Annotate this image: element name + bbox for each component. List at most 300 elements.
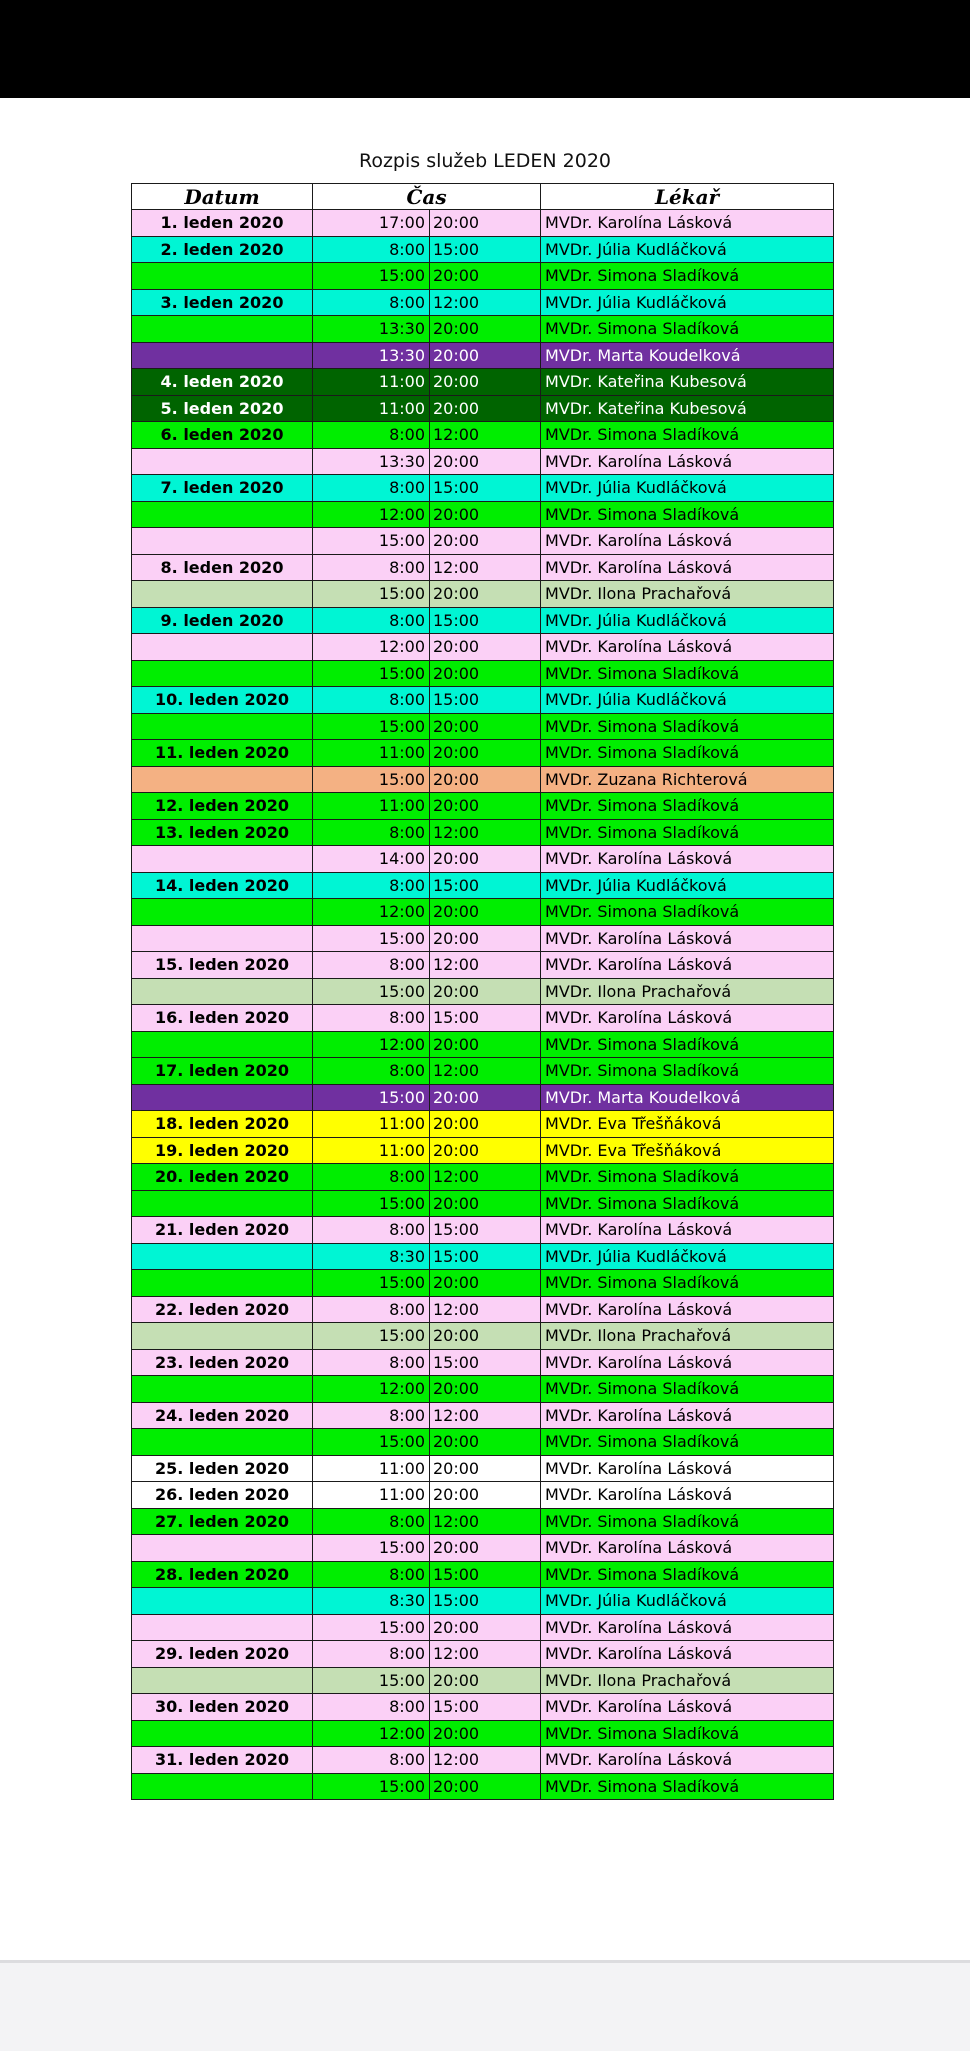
- table-row: [132, 1137, 834, 1164]
- row-time-to: 15:00: [430, 475, 541, 502]
- row-date: 11. leden 2020: [132, 740, 313, 767]
- row-time-to: 20:00: [430, 369, 541, 396]
- table-header-row: [132, 184, 834, 210]
- row-time-from: 8:00: [313, 1402, 430, 1429]
- table-row: [132, 634, 834, 661]
- row-time-from: 15:00: [313, 1614, 430, 1641]
- row-date: 3. leden 2020: [132, 289, 313, 316]
- row-time-to: 15:00: [430, 1217, 541, 1244]
- table-row: [132, 766, 834, 793]
- table-row: [132, 554, 834, 581]
- row-date: 25. leden 2020: [132, 1455, 313, 1482]
- row-time-from: 8:00: [313, 1508, 430, 1535]
- row-date: 18. leden 2020: [132, 1111, 313, 1138]
- row-time-from: 8:00: [313, 554, 430, 581]
- row-time-to: 20:00: [430, 1137, 541, 1164]
- table-row: [132, 528, 834, 555]
- row-time-to: 12:00: [430, 422, 541, 449]
- row-time-from: 8:00: [313, 1296, 430, 1323]
- row-time-from: 8:00: [313, 872, 430, 899]
- row-time-from: 8:00: [313, 1694, 430, 1721]
- table-row: [132, 395, 834, 422]
- row-time-to: 20:00: [430, 395, 541, 422]
- table-row: [132, 1031, 834, 1058]
- row-date: [132, 1429, 313, 1456]
- row-time-from: 12:00: [313, 1031, 430, 1058]
- row-doctor: MVDr. Ilona Prachařová: [541, 1667, 834, 1694]
- row-date: 30. leden 2020: [132, 1694, 313, 1721]
- row-date: 27. leden 2020: [132, 1508, 313, 1535]
- table-row: [132, 1243, 834, 1270]
- row-time-from: 12:00: [313, 1376, 430, 1403]
- row-doctor: MVDr. Júlia Kudláčková: [541, 1243, 834, 1270]
- row-date: [132, 634, 313, 661]
- row-time-from: 8:00: [313, 1747, 430, 1774]
- row-time-from: 13:30: [313, 448, 430, 475]
- row-time-from: 15:00: [313, 660, 430, 687]
- row-time-to: 12:00: [430, 1058, 541, 1085]
- row-time-to: 20:00: [430, 925, 541, 952]
- row-time-to: 20:00: [430, 740, 541, 767]
- row-doctor: MVDr. Karolína Lásková: [541, 1217, 834, 1244]
- row-time-from: 11:00: [313, 1137, 430, 1164]
- row-time-to: 20:00: [430, 713, 541, 740]
- row-time-to: 20:00: [430, 1614, 541, 1641]
- row-doctor: MVDr. Zuzana Richterová: [541, 766, 834, 793]
- table-row: [132, 342, 834, 369]
- row-date: 10. leden 2020: [132, 687, 313, 714]
- table-row: [132, 448, 834, 475]
- row-date: 5. leden 2020: [132, 395, 313, 422]
- row-doctor: MVDr. Simona Sladíková: [541, 1773, 834, 1800]
- row-date: 29. leden 2020: [132, 1641, 313, 1668]
- table-row: [132, 660, 834, 687]
- table-row: [132, 1508, 834, 1535]
- row-time-from: 15:00: [313, 1270, 430, 1297]
- row-doctor: MVDr. Simona Sladíková: [541, 1058, 834, 1085]
- row-date: 24. leden 2020: [132, 1402, 313, 1429]
- row-time-to: 20:00: [430, 846, 541, 873]
- row-doctor: MVDr. Júlia Kudláčková: [541, 687, 834, 714]
- row-time-from: 17:00: [313, 210, 430, 237]
- row-time-from: 8:00: [313, 607, 430, 634]
- row-doctor: MVDr. Júlia Kudláčková: [541, 607, 834, 634]
- row-date: [132, 899, 313, 926]
- row-date: [132, 1667, 313, 1694]
- table-row: [132, 846, 834, 873]
- bottom-bar: [0, 1960, 970, 2051]
- table-row: [132, 872, 834, 899]
- row-time-from: 8:00: [313, 289, 430, 316]
- row-date: 9. leden 2020: [132, 607, 313, 634]
- row-time-to: 20:00: [430, 1376, 541, 1403]
- row-time-from: 12:00: [313, 899, 430, 926]
- page-title: Rozpis služeb LEDEN 2020: [358, 150, 612, 172]
- schedule-table: [131, 183, 834, 1800]
- row-time-to: 12:00: [430, 952, 541, 979]
- row-time-to: 20:00: [430, 263, 541, 290]
- row-time-from: 8:00: [313, 1058, 430, 1085]
- row-time-to: 15:00: [430, 1561, 541, 1588]
- row-time-to: 15:00: [430, 872, 541, 899]
- table-row: [132, 1641, 834, 1668]
- row-date: 17. leden 2020: [132, 1058, 313, 1085]
- row-time-to: 15:00: [430, 236, 541, 263]
- row-time-from: 13:30: [313, 316, 430, 343]
- row-time-to: 20:00: [430, 1773, 541, 1800]
- row-doctor: MVDr. Simona Sladíková: [541, 713, 834, 740]
- row-time-to: 20:00: [430, 1429, 541, 1456]
- table-row: [132, 1296, 834, 1323]
- row-date: 7. leden 2020: [132, 475, 313, 502]
- row-time-to: 15:00: [430, 687, 541, 714]
- row-time-from: 15:00: [313, 766, 430, 793]
- table-row: [132, 501, 834, 528]
- row-date: 22. leden 2020: [132, 1296, 313, 1323]
- row-doctor: MVDr. Karolína Lásková: [541, 1614, 834, 1641]
- row-doctor: MVDr. Simona Sladíková: [541, 793, 834, 820]
- row-doctor: MVDr. Karolína Lásková: [541, 1747, 834, 1774]
- row-date: 19. leden 2020: [132, 1137, 313, 1164]
- row-doctor: MVDr. Karolína Lásková: [541, 554, 834, 581]
- row-time-to: 12:00: [430, 1164, 541, 1191]
- row-date: 4. leden 2020: [132, 369, 313, 396]
- row-date: [132, 1084, 313, 1111]
- row-date: [132, 660, 313, 687]
- row-doctor: MVDr. Simona Sladíková: [541, 899, 834, 926]
- row-doctor: MVDr. Eva Třešňáková: [541, 1137, 834, 1164]
- table-row: [132, 210, 834, 237]
- row-time-from: 15:00: [313, 1190, 430, 1217]
- row-date: 14. leden 2020: [132, 872, 313, 899]
- row-date: [132, 581, 313, 608]
- row-date: [132, 1720, 313, 1747]
- row-time-to: 15:00: [430, 1588, 541, 1615]
- row-time-from: 12:00: [313, 634, 430, 661]
- row-time-to: 20:00: [430, 766, 541, 793]
- row-date: [132, 263, 313, 290]
- row-date: 15. leden 2020: [132, 952, 313, 979]
- row-doctor: MVDr. Eva Třešňáková: [541, 1111, 834, 1138]
- row-doctor: MVDr. Karolína Lásková: [541, 210, 834, 237]
- row-time-to: 20:00: [430, 793, 541, 820]
- row-time-to: 20:00: [430, 1190, 541, 1217]
- row-time-to: 20:00: [430, 1720, 541, 1747]
- row-time-from: 8:00: [313, 819, 430, 846]
- row-doctor: MVDr. Karolína Lásková: [541, 1641, 834, 1668]
- row-doctor: MVDr. Kateřina Kubesová: [541, 369, 834, 396]
- row-time-to: 20:00: [430, 1455, 541, 1482]
- row-doctor: MVDr. Karolína Lásková: [541, 1694, 834, 1721]
- row-time-to: 20:00: [430, 660, 541, 687]
- row-doctor: MVDr. Júlia Kudláčková: [541, 1588, 834, 1615]
- row-time-from: 13:30: [313, 342, 430, 369]
- row-date: 28. leden 2020: [132, 1561, 313, 1588]
- row-time-from: 8:30: [313, 1243, 430, 1270]
- row-date: [132, 978, 313, 1005]
- row-time-from: 11:00: [313, 1482, 430, 1509]
- row-time-from: 12:00: [313, 501, 430, 528]
- header-time: Čas: [313, 184, 541, 210]
- row-time-to: 12:00: [430, 819, 541, 846]
- row-time-from: 15:00: [313, 713, 430, 740]
- row-time-from: 15:00: [313, 925, 430, 952]
- row-date: 1. leden 2020: [132, 210, 313, 237]
- row-doctor: MVDr. Karolína Lásková: [541, 1535, 834, 1562]
- row-date: [132, 342, 313, 369]
- row-time-from: 11:00: [313, 1111, 430, 1138]
- row-time-from: 11:00: [313, 793, 430, 820]
- row-time-to: 15:00: [430, 607, 541, 634]
- row-doctor: MVDr. Karolína Lásková: [541, 1005, 834, 1032]
- row-time-to: 20:00: [430, 1111, 541, 1138]
- row-date: 21. leden 2020: [132, 1217, 313, 1244]
- header-doctor: Lékař: [541, 184, 834, 210]
- row-time-from: 8:00: [313, 952, 430, 979]
- row-time-from: 15:00: [313, 263, 430, 290]
- row-time-to: 20:00: [430, 581, 541, 608]
- row-date: [132, 501, 313, 528]
- row-date: 23. leden 2020: [132, 1349, 313, 1376]
- row-doctor: MVDr. Júlia Kudláčková: [541, 475, 834, 502]
- row-time-from: 15:00: [313, 978, 430, 1005]
- table-row: [132, 1058, 834, 1085]
- table-row: [132, 1402, 834, 1429]
- table-row: [132, 422, 834, 449]
- table-row: [132, 1694, 834, 1721]
- table-row: [132, 1111, 834, 1138]
- table-row: [132, 1270, 834, 1297]
- row-time-from: 12:00: [313, 1720, 430, 1747]
- row-date: [132, 1243, 313, 1270]
- table-row: [132, 1217, 834, 1244]
- table-row: [132, 263, 834, 290]
- row-date: 8. leden 2020: [132, 554, 313, 581]
- row-doctor: MVDr. Simona Sladíková: [541, 740, 834, 767]
- row-doctor: MVDr. Simona Sladíková: [541, 1190, 834, 1217]
- row-doctor: MVDr. Ilona Prachařová: [541, 1323, 834, 1350]
- table-row: [132, 1323, 834, 1350]
- row-time-to: 20:00: [430, 342, 541, 369]
- row-doctor: MVDr. Júlia Kudláčková: [541, 872, 834, 899]
- row-date: [132, 448, 313, 475]
- row-date: [132, 1031, 313, 1058]
- row-date: [132, 316, 313, 343]
- row-time-to: 15:00: [430, 1243, 541, 1270]
- table-row: [132, 793, 834, 820]
- row-date: [132, 1323, 313, 1350]
- row-date: 6. leden 2020: [132, 422, 313, 449]
- row-doctor: MVDr. Karolína Lásková: [541, 1482, 834, 1509]
- table-row: [132, 1588, 834, 1615]
- row-time-to: 20:00: [430, 316, 541, 343]
- table-row: [132, 687, 834, 714]
- row-date: 2. leden 2020: [132, 236, 313, 263]
- top-black-bar: [0, 0, 970, 98]
- table-row: [132, 952, 834, 979]
- row-time-from: 15:00: [313, 528, 430, 555]
- row-doctor: MVDr. Karolína Lásková: [541, 448, 834, 475]
- row-date: [132, 925, 313, 952]
- table-row: [132, 899, 834, 926]
- row-time-from: 15:00: [313, 1323, 430, 1350]
- table-row: [132, 289, 834, 316]
- row-date: 13. leden 2020: [132, 819, 313, 846]
- table-row: [132, 713, 834, 740]
- table-row: [132, 1190, 834, 1217]
- table-row: [132, 1429, 834, 1456]
- row-time-from: 8:00: [313, 475, 430, 502]
- row-time-to: 12:00: [430, 289, 541, 316]
- row-time-to: 12:00: [430, 1402, 541, 1429]
- row-doctor: MVDr. Simona Sladíková: [541, 501, 834, 528]
- row-time-to: 20:00: [430, 1323, 541, 1350]
- row-doctor: MVDr. Karolína Lásková: [541, 1349, 834, 1376]
- row-doctor: MVDr. Simona Sladíková: [541, 1429, 834, 1456]
- row-time-to: 20:00: [430, 1667, 541, 1694]
- row-time-to: 20:00: [430, 1031, 541, 1058]
- row-time-to: 12:00: [430, 1296, 541, 1323]
- table-row: [132, 369, 834, 396]
- row-date: 20. leden 2020: [132, 1164, 313, 1191]
- row-date: [132, 713, 313, 740]
- row-time-from: 8:00: [313, 1349, 430, 1376]
- row-time-to: 20:00: [430, 978, 541, 1005]
- row-time-from: 8:00: [313, 422, 430, 449]
- table-row: [132, 475, 834, 502]
- row-time-to: 20:00: [430, 528, 541, 555]
- row-time-to: 20:00: [430, 501, 541, 528]
- table-row: [132, 1376, 834, 1403]
- row-doctor: MVDr. Karolína Lásková: [541, 528, 834, 555]
- table-row: [132, 740, 834, 767]
- row-time-from: 15:00: [313, 1535, 430, 1562]
- row-time-from: 14:00: [313, 846, 430, 873]
- row-time-from: 8:00: [313, 687, 430, 714]
- table-row: [132, 581, 834, 608]
- row-date: [132, 528, 313, 555]
- table-row: [132, 1561, 834, 1588]
- row-doctor: MVDr. Júlia Kudláčková: [541, 236, 834, 263]
- row-doctor: MVDr. Ilona Prachařová: [541, 978, 834, 1005]
- row-time-to: 20:00: [430, 1084, 541, 1111]
- row-doctor: MVDr. Simona Sladíková: [541, 1031, 834, 1058]
- row-date: [132, 1535, 313, 1562]
- row-time-to: 20:00: [430, 1535, 541, 1562]
- row-doctor: MVDr. Karolína Lásková: [541, 952, 834, 979]
- row-time-from: 11:00: [313, 740, 430, 767]
- row-doctor: MVDr. Ilona Prachařová: [541, 581, 834, 608]
- table-row: [132, 1084, 834, 1111]
- table-row: [132, 925, 834, 952]
- row-time-to: 12:00: [430, 1641, 541, 1668]
- row-date: [132, 1190, 313, 1217]
- row-time-from: 8:30: [313, 1588, 430, 1615]
- row-doctor: MVDr. Marta Koudelková: [541, 1084, 834, 1111]
- table-row: [132, 1667, 834, 1694]
- row-time-from: 15:00: [313, 1667, 430, 1694]
- row-doctor: MVDr. Simona Sladíková: [541, 1270, 834, 1297]
- row-doctor: MVDr. Simona Sladíková: [541, 263, 834, 290]
- row-time-from: 8:00: [313, 1217, 430, 1244]
- table-row: [132, 1005, 834, 1032]
- schedule-rows: [132, 210, 834, 1800]
- table-row: [132, 1455, 834, 1482]
- row-time-to: 20:00: [430, 210, 541, 237]
- row-time-from: 8:00: [313, 1641, 430, 1668]
- row-time-to: 20:00: [430, 899, 541, 926]
- table-row: [132, 819, 834, 846]
- row-doctor: MVDr. Simona Sladíková: [541, 1720, 834, 1747]
- table-row: [132, 607, 834, 634]
- row-time-from: 8:00: [313, 1005, 430, 1032]
- table-row: [132, 1773, 834, 1800]
- row-time-to: 20:00: [430, 1482, 541, 1509]
- row-date: 31. leden 2020: [132, 1747, 313, 1774]
- row-doctor: MVDr. Karolína Lásková: [541, 634, 834, 661]
- row-doctor: MVDr. Simona Sladíková: [541, 422, 834, 449]
- row-doctor: MVDr. Simona Sladíková: [541, 819, 834, 846]
- row-time-to: 20:00: [430, 634, 541, 661]
- row-time-to: 20:00: [430, 1270, 541, 1297]
- row-doctor: MVDr. Karolína Lásková: [541, 1455, 834, 1482]
- table-row: [132, 1349, 834, 1376]
- row-date: 16. leden 2020: [132, 1005, 313, 1032]
- row-doctor: MVDr. Simona Sladíková: [541, 1164, 834, 1191]
- row-time-to: 15:00: [430, 1005, 541, 1032]
- row-date: [132, 1614, 313, 1641]
- row-doctor: MVDr. Karolína Lásková: [541, 1296, 834, 1323]
- row-doctor: MVDr. Karolína Lásková: [541, 925, 834, 952]
- row-date: [132, 1376, 313, 1403]
- table-row: [132, 236, 834, 263]
- row-doctor: MVDr. Simona Sladíková: [541, 1376, 834, 1403]
- row-doctor: MVDr. Simona Sladíková: [541, 660, 834, 687]
- header-date: Datum: [132, 184, 313, 210]
- row-time-from: 15:00: [313, 1429, 430, 1456]
- row-doctor: MVDr. Júlia Kudláčková: [541, 289, 834, 316]
- row-doctor: MVDr. Marta Koudelková: [541, 342, 834, 369]
- row-doctor: MVDr. Karolína Lásková: [541, 846, 834, 873]
- row-time-from: 15:00: [313, 1084, 430, 1111]
- row-time-to: 12:00: [430, 1508, 541, 1535]
- row-doctor: MVDr. Simona Sladíková: [541, 1561, 834, 1588]
- row-time-to: 15:00: [430, 1349, 541, 1376]
- row-time-to: 15:00: [430, 1694, 541, 1721]
- row-doctor: MVDr. Simona Sladíková: [541, 1508, 834, 1535]
- row-date: [132, 1270, 313, 1297]
- row-time-from: 15:00: [313, 581, 430, 608]
- row-time-from: 8:00: [313, 1164, 430, 1191]
- row-time-to: 20:00: [430, 448, 541, 475]
- table-row: [132, 316, 834, 343]
- row-time-from: 8:00: [313, 236, 430, 263]
- table-row: [132, 1164, 834, 1191]
- row-date: [132, 766, 313, 793]
- table-row: [132, 1482, 834, 1509]
- row-date: [132, 1773, 313, 1800]
- row-time-from: 11:00: [313, 395, 430, 422]
- table-row: [132, 1535, 834, 1562]
- table-row: [132, 1747, 834, 1774]
- row-date: [132, 846, 313, 873]
- row-time-from: 8:00: [313, 1561, 430, 1588]
- row-doctor: MVDr. Kateřina Kubesová: [541, 395, 834, 422]
- row-time-to: 12:00: [430, 1747, 541, 1774]
- table-row: [132, 978, 834, 1005]
- row-doctor: MVDr. Karolína Lásková: [541, 1402, 834, 1429]
- row-time-from: 15:00: [313, 1773, 430, 1800]
